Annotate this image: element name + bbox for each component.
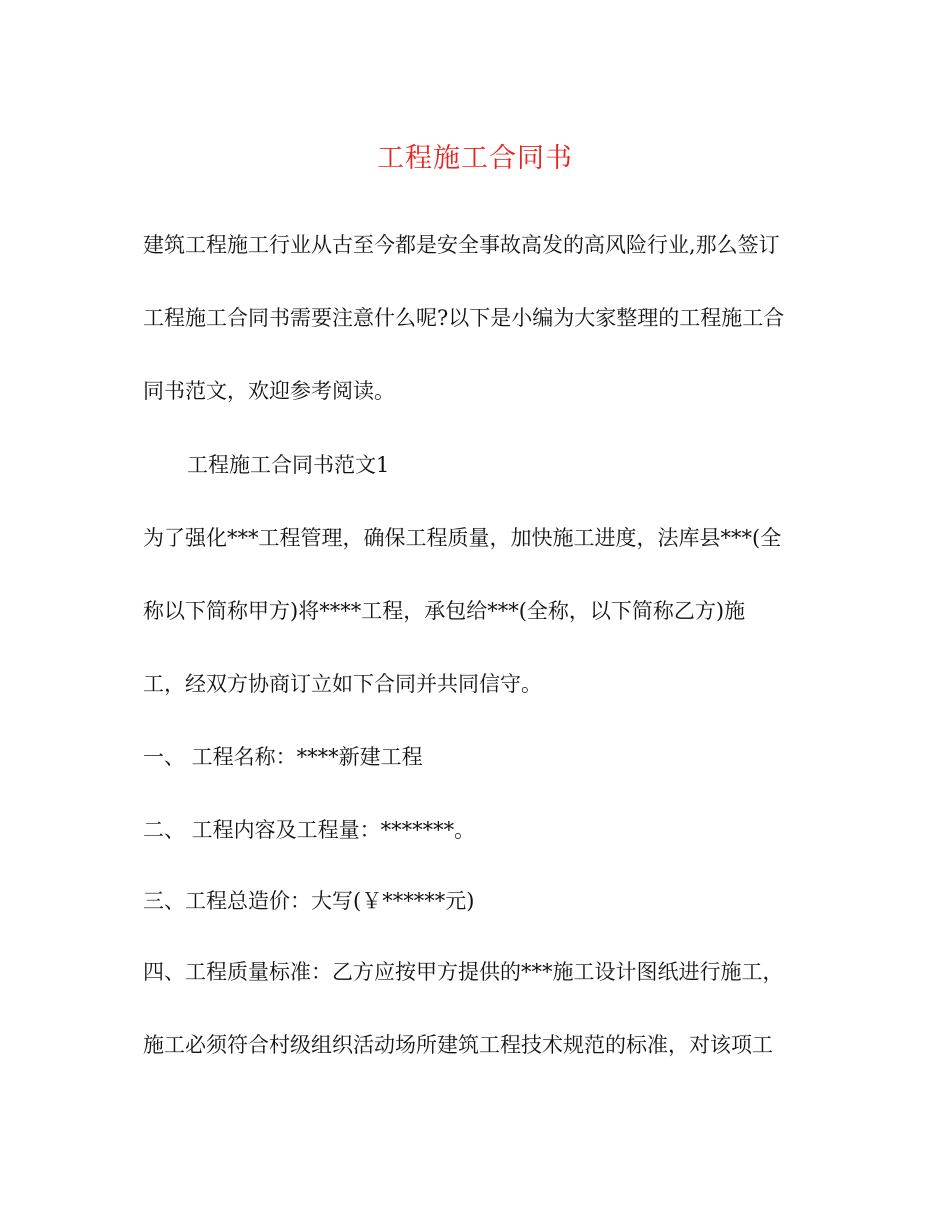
paragraph-line: 工程施工合同书需要注意什么呢?以下是小编为大家整理的工程施工合 <box>143 306 785 330</box>
clause-item: 一、 工程名称：****新建工程 <box>143 745 423 769</box>
paragraph-line: 称以下简称甲方)将****工程，承包给***(全称，以下简称乙方)施 <box>143 599 746 623</box>
paragraph-line: 施工必须符合村级组织活动场所建筑工程技术规范的标准，对该项工 <box>143 1033 773 1057</box>
document-title: 工程施工合同书 <box>377 143 573 174</box>
paragraph-line: 同书范文，欢迎参考阅读。 <box>143 379 395 403</box>
paragraph-line: 工，经双方协商订立如下合同并共同信守。 <box>143 672 542 696</box>
paragraph-line: 建筑工程施工行业从古至今都是安全事故高发的高风险行业,那么签订 <box>143 233 780 257</box>
clause-item: 二、 工程内容及工程量：*******。 <box>143 818 476 842</box>
section-heading: 工程施工合同书范文1 <box>187 453 390 477</box>
paragraph-line: 为了强化***工程管理，确保工程质量，加快施工进度，法库县***(全 <box>143 526 782 550</box>
clause-item: 四、工程质量标准：乙方应按甲方提供的***施工设计图纸进行施工， <box>143 960 784 984</box>
clause-item: 三、工程总造价：大写(￥******元) <box>143 889 475 913</box>
